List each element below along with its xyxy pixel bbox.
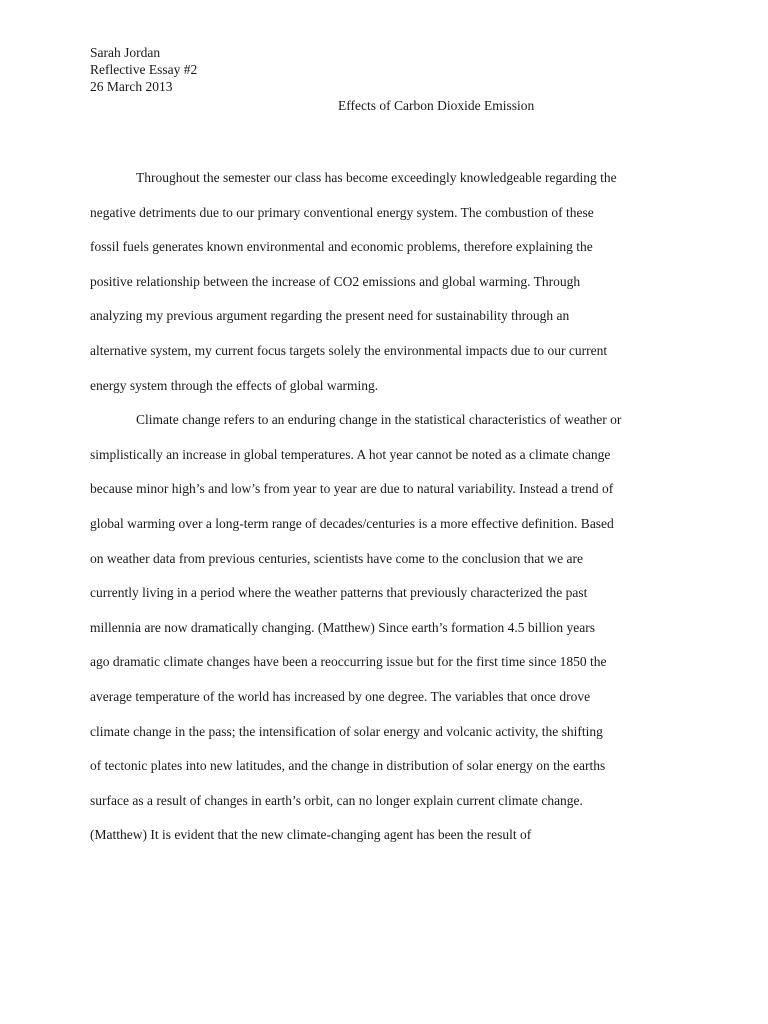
paragraph-2-line-3: because minor high’s and low’s from year to year are due to natural variability. Instead a trend of [90,481,614,496]
paragraph-1-line-2: negative detriments due to our primary conventional energy system. The combustion of these [90,205,594,220]
paragraph-2-line-9: average temperature of the world has increased by one degree. The variables that once drove [90,689,591,704]
paragraph-1-line-1: Throughout the semester our class has become exceedingly knowledgeable regarding the [136,170,617,185]
paragraph-2-line-6: currently living in a period where the weather patterns that previously characterized the past [90,585,588,600]
paragraph-1-line-5: analyzing my previous argument regarding the present need for sustainability through an [90,308,570,323]
paragraph-2-line-4: global warming over a long-term range of decades/centuries is a more effective definition. Based [90,516,614,531]
paragraph-2-line-11: of tectonic plates into new latitudes, and the change in distribution of solar energy on the earths [90,758,606,773]
paragraph-2-line-10: climate change in the pass; the intensification of solar energy and volcanic activity, the shifting [90,724,603,739]
essay-date: 26 March 2013 [90,79,173,94]
author-name: Sarah Jordan [90,45,161,60]
paragraph-1-line-6: alternative system, my current focus targets solely the environmental impacts due to our current [90,343,608,358]
paragraph-2-line-8: ago dramatic climate changes have been a reoccurring issue but for the first time since 1850 the [90,654,607,669]
paragraph-2-line-12: surface as a result of changes in earth’s orbit, can no longer explain current climate change. [90,793,583,808]
paragraph-2-line-13: (Matthew) It is evident that the new climate-changing agent has been the result of [90,827,532,842]
assignment-label: Reflective Essay #2 [90,62,198,77]
paragraph-2-line-1: Climate change refers to an enduring change in the statistical characteristics of weather or [136,412,622,427]
paragraph-2-line-2: simplistically an increase in global temperatures. A hot year cannot be noted as a climate change [90,447,611,462]
essay-title: Effects of Carbon Dioxide Emission [338,98,535,113]
paragraph-1-line-3: fossil fuels generates known environmental and economic problems, therefore explaining the [90,239,593,254]
paragraph-1-line-7: energy system through the effects of global warming. [90,378,379,393]
paragraph-2-line-7: millennia are now dramatically changing. (Matthew) Since earth’s formation 4.5 billion years [90,620,595,635]
paragraph-2-line-5: on weather data from previous centuries, scientists have come to the conclusion that we are [90,551,583,566]
paragraph-1-line-4: positive relationship between the increase of CO2 emissions and global warming. Through [90,274,581,289]
